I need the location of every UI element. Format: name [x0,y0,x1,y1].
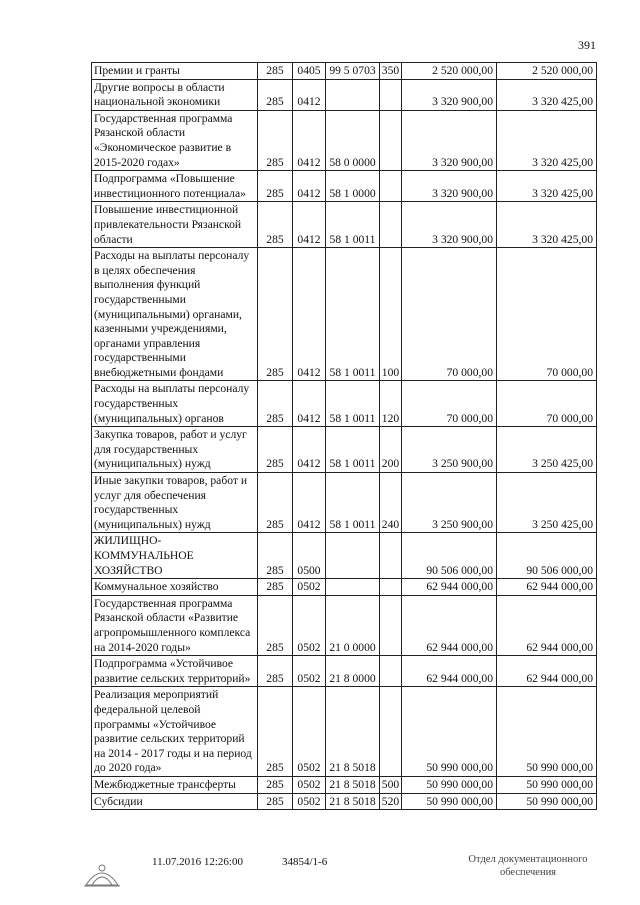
row-target: 58 1 0011 [326,427,380,473]
row-sum-1: 3 320 900,00 [402,202,497,248]
row-sum-1: 62 944 000,00 [402,656,497,687]
row-sum-1: 2 520 000,00 [402,63,497,80]
emblem-logo-icon [78,859,126,889]
row-sum-1: 3 320 900,00 [402,171,497,202]
row-sum-1: 3 250 900,00 [402,427,497,473]
row-type [380,202,402,248]
row-type: 100 [380,248,402,381]
row-sum-2: 3 320 425,00 [497,110,597,170]
row-sum-1: 50 990 000,00 [402,776,497,793]
row-section: 0412 [293,248,326,381]
row-code: 285 [258,202,293,248]
footer-department-line2: обеспечения [499,867,557,878]
row-name: Реализация мероприятий федеральной целевой программы «Устойчивое развитие сельских территорий на 2014 - 2017 годы и на период до 2020 года» [92,687,258,777]
row-type: 520 [380,793,402,810]
row-section: 0502 [293,776,326,793]
row-sum-1: 62 944 000,00 [402,579,497,596]
row-sum-2: 3 320 425,00 [497,202,597,248]
row-name: Межбюджетные трансферты [92,776,258,793]
row-target: 58 1 0011 [326,473,380,533]
table-row [92,79,597,110]
row-name: Коммунальное хозяйство [92,579,258,596]
row-type [380,687,402,777]
row-sum-1: 90 506 000,00 [402,533,497,579]
row-name: Подпрограмма «Повышение инвестиционного потенциала» [92,171,258,202]
row-type: 200 [380,427,402,473]
row-type: 240 [380,473,402,533]
row-type [380,79,402,110]
row-code: 285 [258,776,293,793]
row-type [380,656,402,687]
row-section: 0500 [293,533,326,579]
row-target: 58 1 0000 [326,171,380,202]
table-row [92,793,597,810]
row-name: Другие вопросы в области национальной экономики [92,79,258,110]
row-target: 58 1 0011 [326,381,380,427]
row-name: ЖИЛИЩНО-КОММУНАЛЬНОЕ ХОЗЯЙСТВО [92,533,258,579]
table-row [92,533,597,579]
budget-table [91,62,597,810]
row-sum-1: 3 250 900,00 [402,473,497,533]
row-code: 285 [258,381,293,427]
table-row [92,595,597,655]
row-name: Расходы на выплаты персоналу государственных (муниципальных) органов [92,381,258,427]
row-section: 0412 [293,202,326,248]
row-code: 285 [258,427,293,473]
row-sum-2: 3 250 425,00 [497,427,597,473]
row-code: 285 [258,110,293,170]
row-section: 0502 [293,656,326,687]
row-target: 58 1 0011 [326,202,380,248]
row-type [380,579,402,596]
table-row [92,579,597,596]
row-sum-2: 3 250 425,00 [497,473,597,533]
row-sum-1: 62 944 000,00 [402,595,497,655]
row-section: 0502 [293,595,326,655]
row-sum-1: 3 320 900,00 [402,110,497,170]
row-section: 0412 [293,79,326,110]
row-code: 285 [258,533,293,579]
table-row [92,248,597,381]
table-row [92,110,597,170]
row-sum-2: 70 000,00 [497,381,597,427]
row-section: 0405 [293,63,326,80]
row-target: 21 8 5018 [326,793,380,810]
row-sum-1: 50 990 000,00 [402,687,497,777]
table-row [92,427,597,473]
table-row [92,473,597,533]
row-code: 285 [258,595,293,655]
table-row [92,171,597,202]
row-sum-1: 50 990 000,00 [402,793,497,810]
row-name: Закупка товаров, работ и услуг для государственных (муниципальных) нужд [92,427,258,473]
table-row [92,687,597,777]
row-sum-2: 70 000,00 [497,248,597,381]
row-target: 58 1 0011 [326,248,380,381]
row-name: Государственная программа Рязанской области «Развитие агропромышленного комплекса на 2014-2020 годы» [92,595,258,655]
row-sum-2: 50 990 000,00 [497,687,597,777]
row-name: Премии и гранты [92,63,258,80]
table-row [92,63,597,80]
row-sum-2: 50 990 000,00 [497,793,597,810]
row-name: Государственная программа Рязанской области «Экономическое развитие в 2015-2020 годах» [92,110,258,170]
row-section: 0412 [293,473,326,533]
row-name: Повышение инвестиционной привлекательности Рязанской области [92,202,258,248]
row-type: 350 [380,63,402,80]
row-sum-2: 62 944 000,00 [497,579,597,596]
row-target: 58 0 0000 [326,110,380,170]
table-row [92,656,597,687]
row-type [380,595,402,655]
row-target [326,79,380,110]
row-code: 285 [258,687,293,777]
footer-doc-number: 34854/1-6 [282,856,328,868]
row-code: 285 [258,579,293,596]
row-name: Расходы на выплаты персоналу в целях обеспечения выполнения функций государственными (муниципальными) органами, казенными учреждениями, органами управления государственными внебюджетными фондами [92,248,258,381]
row-type [380,110,402,170]
table-row [92,202,597,248]
row-section: 0412 [293,110,326,170]
row-name: Иные закупки товаров, работ и услуг для обеспечения государственных (муниципальных) нужд [92,473,258,533]
row-code: 285 [258,63,293,80]
row-code: 285 [258,248,293,381]
footer-datetime: 11.07.2016 12:26:00 [152,856,243,868]
row-target: 21 8 0000 [326,656,380,687]
row-type: 120 [380,381,402,427]
row-section: 0502 [293,793,326,810]
row-target: 21 0 0000 [326,595,380,655]
row-section: 0412 [293,427,326,473]
row-sum-2: 62 944 000,00 [497,595,597,655]
row-code: 285 [258,473,293,533]
row-type [380,171,402,202]
row-sum-1: 70 000,00 [402,381,497,427]
row-target: 21 8 5018 [326,776,380,793]
row-code: 285 [258,79,293,110]
row-sum-2: 90 506 000,00 [497,533,597,579]
row-name: Подпрограмма «Устойчивое развитие сельских территорий» [92,656,258,687]
row-type [380,533,402,579]
table-row [92,776,597,793]
row-target: 99 5 0703 [326,63,380,80]
table-row [92,381,597,427]
row-sum-2: 2 520 000,00 [497,63,597,80]
row-target: 21 8 5018 [326,687,380,777]
row-sum-1: 3 320 900,00 [402,79,497,110]
row-section: 0412 [293,171,326,202]
row-target [326,579,380,596]
row-sum-1: 70 000,00 [402,248,497,381]
row-section: 0502 [293,579,326,596]
row-sum-2: 50 990 000,00 [497,776,597,793]
row-name: Субсидии [92,793,258,810]
row-sum-2: 3 320 425,00 [497,171,597,202]
footer-department [453,853,603,879]
row-section: 0412 [293,381,326,427]
row-code: 285 [258,793,293,810]
page-number: 391 [578,38,596,52]
row-sum-2: 3 320 425,00 [497,79,597,110]
row-sum-2: 62 944 000,00 [497,656,597,687]
row-code: 285 [258,656,293,687]
row-code: 285 [258,171,293,202]
row-target [326,533,380,579]
footer-department-line1: Отдел документационного [468,854,588,865]
row-section: 0502 [293,687,326,777]
row-type: 500 [380,776,402,793]
budget-table-body [92,63,597,810]
